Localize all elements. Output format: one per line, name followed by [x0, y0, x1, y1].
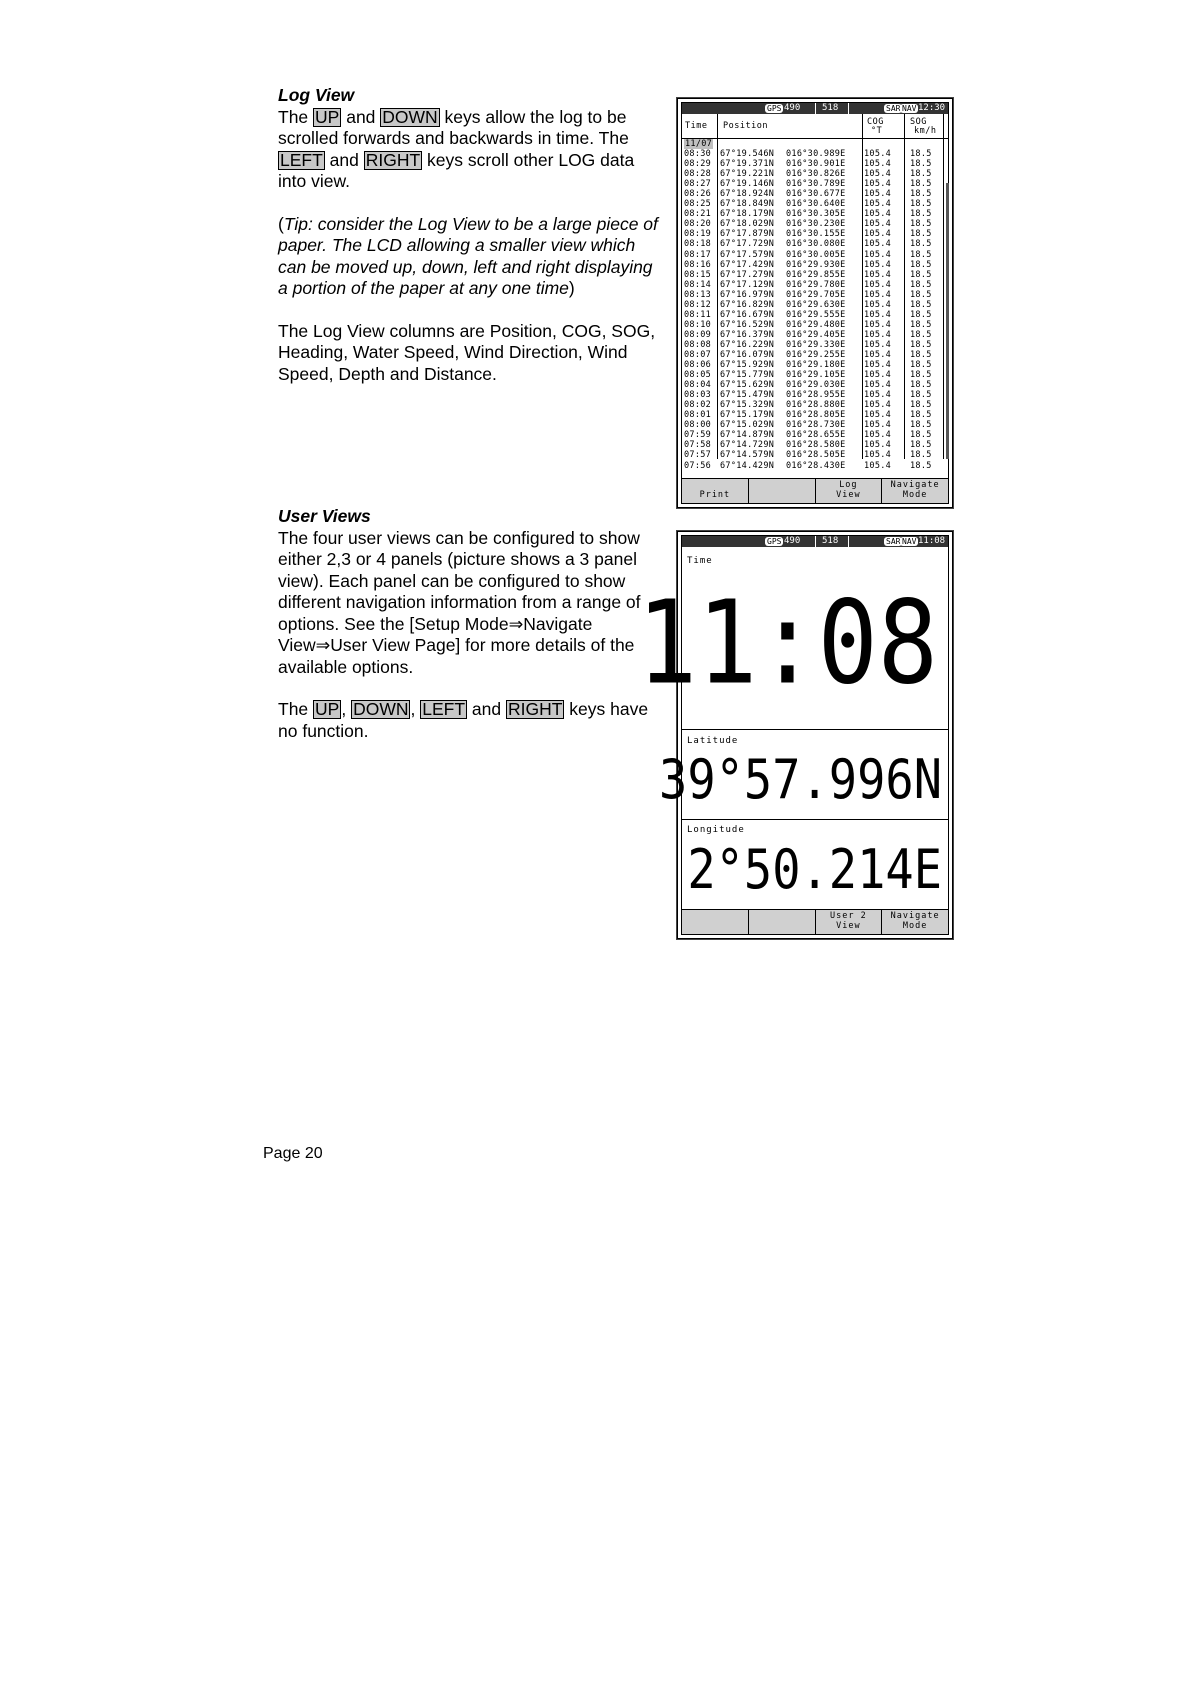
log-cell-cog: 105.4	[864, 410, 892, 421]
log-cell-longitude: 016°30.789E	[786, 179, 846, 190]
log-cell-sog: 18.5	[910, 259, 932, 270]
log-cell-time: 07:57	[684, 450, 712, 461]
log-cell-longitude: 016°29.855E	[786, 269, 846, 280]
log-cell-longitude: 016°30.677E	[786, 189, 846, 200]
log-cell-longitude: 016°28.430E	[786, 460, 846, 471]
log-cell-latitude: 67°18.924N	[720, 189, 775, 200]
log-cell-cog: 105.4	[864, 420, 892, 431]
log-row	[682, 360, 948, 370]
log-row	[682, 410, 948, 420]
column-header-position: Position	[723, 121, 768, 131]
log-cell-latitude: 67°17.429N	[720, 259, 775, 270]
log-cell-cog: 105.4	[864, 229, 892, 240]
log-cell-cog: 105.4	[864, 159, 892, 170]
sar-indicator: SAR	[886, 537, 901, 546]
log-cell-cog: 105.4	[864, 430, 892, 441]
user-views-section	[278, 506, 658, 742]
up-key: UP	[315, 699, 340, 719]
column-header-time: Time	[685, 121, 708, 131]
status-value-2: 518	[822, 536, 839, 546]
log-cell-sog: 18.5	[910, 279, 932, 290]
log-cell-latitude: 67°19.146N	[720, 179, 775, 190]
log-cell-longitude: 016°28.580E	[786, 440, 846, 451]
log-cell-time: 08:10	[684, 319, 712, 330]
column-header-sog: SOG	[910, 117, 927, 127]
log-cell-latitude: 67°18.849N	[720, 199, 775, 210]
log-table-header	[682, 114, 948, 139]
log-cell-cog: 105.4	[864, 289, 892, 300]
log-cell-cog: 105.4	[864, 319, 892, 330]
softkey-navigate-mode[interactable]: Navigate Mode	[881, 479, 948, 503]
date-badge: 11/07	[685, 139, 713, 149]
log-cell-cog: 105.4	[864, 249, 892, 260]
down-key: DOWN	[382, 106, 438, 127]
log-cell-latitude: 67°19.546N	[720, 149, 775, 160]
log-cell-sog: 18.5	[910, 360, 932, 371]
softkey-bar	[682, 909, 948, 934]
log-cell-longitude: 016°30.080E	[786, 239, 846, 250]
log-cell-sog: 18.5	[910, 319, 932, 330]
log-cell-cog: 105.4	[864, 239, 892, 250]
log-cell-cog: 105.4	[864, 169, 892, 180]
log-row	[682, 320, 948, 330]
softkey-print[interactable]: Print	[699, 489, 731, 500]
log-cell-sog: 18.5	[910, 349, 932, 360]
log-view-section	[278, 85, 658, 385]
log-row	[682, 400, 948, 410]
log-view-tip: (Tip: consider the Log View to be a large piece of paper. The LCD allowing a smaller view which can be moved up, down, left and right displaying a portion of the paper at any one time)	[278, 213, 658, 298]
log-cell-time: 07:59	[684, 430, 712, 441]
log-cell-time: 08:04	[684, 380, 712, 391]
log-cell-sog: 18.5	[910, 460, 932, 471]
log-cell-longitude: 016°28.655E	[786, 430, 846, 441]
time-panel-label: Time	[687, 556, 713, 566]
log-cell-longitude: 016°29.180E	[786, 360, 846, 371]
log-cell-longitude: 016°28.955E	[786, 390, 846, 401]
user-views-keys-paragraph: The UP , DOWN , LEFT and RIGHT keys have no function.	[278, 699, 649, 741]
log-cell-latitude: 67°14.579N	[720, 450, 775, 461]
log-cell-latitude: 67°16.379N	[720, 329, 775, 340]
log-view-columns-paragraph: The Log View columns are Position, COG, SOG, Heading, Water Speed, Wind Direction, Wind Speed, Depth and Distance.	[278, 320, 656, 384]
log-cell-longitude: 016°28.880E	[786, 400, 846, 411]
log-cell-longitude: 016°29.105E	[786, 370, 846, 381]
log-cell-longitude: 016°29.705E	[786, 289, 846, 300]
log-cell-cog: 105.4	[864, 370, 892, 381]
log-row	[682, 189, 948, 199]
log-row	[682, 229, 948, 239]
log-cell-longitude: 016°29.480E	[786, 319, 846, 330]
right-key: RIGHT	[365, 149, 421, 170]
log-cell-cog: 105.4	[864, 460, 892, 471]
log-cell-latitude: 67°17.879N	[720, 229, 775, 240]
log-cell-sog: 18.5	[910, 390, 932, 401]
log-cell-longitude: 016°29.930E	[786, 259, 846, 270]
log-cell-sog: 18.5	[910, 159, 932, 170]
log-cell-time: 08:07	[684, 349, 712, 360]
log-row	[682, 209, 948, 219]
log-cell-sog: 18.5	[910, 400, 932, 411]
log-cell-time: 08:30	[684, 149, 712, 160]
log-cell-cog: 105.4	[864, 219, 892, 230]
latitude-panel-value: 39°57.996N	[659, 748, 942, 812]
log-cell-sog: 18.5	[910, 339, 932, 350]
log-cell-latitude: 67°14.879N	[720, 430, 775, 441]
log-cell-cog: 105.4	[864, 329, 892, 340]
log-row	[682, 420, 948, 430]
log-cell-cog: 105.4	[864, 309, 892, 320]
log-row	[682, 290, 948, 300]
softkey-navigate-mode[interactable]: Navigate Mode	[881, 910, 948, 934]
log-cell-time: 08:03	[684, 390, 712, 401]
log-cell-latitude: 67°17.279N	[720, 269, 775, 280]
log-row	[682, 330, 948, 340]
log-cell-latitude: 67°15.779N	[720, 370, 775, 381]
up-key: UP	[315, 106, 340, 127]
log-cell-sog: 18.5	[910, 189, 932, 200]
status-bar	[682, 536, 948, 547]
gps-indicator: GPS	[767, 537, 782, 546]
latitude-panel-label: Latitude	[687, 736, 739, 746]
log-cell-longitude: 016°28.730E	[786, 420, 846, 431]
log-cell-sog: 18.5	[910, 209, 932, 220]
softkey-user-2-view[interactable]: User 2 View	[815, 910, 882, 934]
log-cell-sog: 18.5	[910, 309, 932, 320]
log-row	[682, 340, 948, 350]
log-view-screen	[677, 98, 953, 508]
log-cell-latitude: 67°15.479N	[720, 390, 775, 401]
log-cell-latitude: 67°16.679N	[720, 309, 775, 320]
log-cell-longitude: 016°30.230E	[786, 219, 846, 230]
log-cell-latitude: 67°15.329N	[720, 400, 775, 411]
log-cell-latitude: 67°15.929N	[720, 360, 775, 371]
log-row	[682, 260, 948, 270]
log-cell-time: 08:13	[684, 289, 712, 300]
log-cell-time: 08:15	[684, 269, 712, 280]
log-cell-sog: 18.5	[910, 179, 932, 190]
log-cell-longitude: 016°29.780E	[786, 279, 846, 290]
log-row	[682, 250, 948, 260]
log-row	[682, 280, 948, 290]
log-cell-sog: 18.5	[910, 239, 932, 250]
log-row	[682, 219, 948, 229]
log-cell-longitude: 016°30.901E	[786, 159, 846, 170]
log-cell-time: 08:25	[684, 199, 712, 210]
log-cell-time: 08:21	[684, 209, 712, 220]
longitude-panel-label: Longitude	[687, 825, 745, 835]
log-cell-longitude: 016°29.405E	[786, 329, 846, 340]
log-cell-latitude: 67°16.229N	[720, 339, 775, 350]
log-cell-longitude: 016°30.305E	[786, 209, 846, 220]
log-cell-latitude: 67°18.029N	[720, 219, 775, 230]
softkey-blank[interactable]	[748, 479, 815, 503]
log-cell-latitude: 67°16.079N	[720, 349, 775, 360]
status-value-1: 490	[784, 103, 801, 113]
log-cell-sog: 18.5	[910, 299, 932, 310]
nav-indicator: NAV	[902, 537, 917, 546]
down-key: DOWN	[353, 699, 409, 719]
log-view-paragraph: The UP and DOWN keys allow the log to be scrolled forwards and backwards in time. The LEFT and RIGHT keys scroll other LOG data into view.	[278, 106, 635, 191]
log-cell-cog: 105.4	[864, 189, 892, 200]
log-cell-latitude: 67°19.221N	[720, 169, 775, 180]
status-clock: 11:08	[918, 536, 946, 546]
log-cell-sog: 18.5	[910, 440, 932, 451]
log-cell-time: 08:02	[684, 400, 712, 411]
softkey-bar	[682, 478, 948, 503]
log-cell-cog: 105.4	[864, 380, 892, 391]
log-cell-time: 08:06	[684, 360, 712, 371]
log-cell-latitude: 67°17.129N	[720, 279, 775, 290]
log-cell-longitude: 016°29.030E	[786, 380, 846, 391]
log-cell-time: 08:27	[684, 179, 712, 190]
log-cell-cog: 105.4	[864, 269, 892, 280]
log-cell-longitude: 016°30.826E	[786, 169, 846, 180]
log-cell-latitude: 67°16.979N	[720, 289, 775, 300]
right-key: RIGHT	[507, 699, 563, 719]
log-row	[682, 270, 948, 280]
log-cell-time: 08:17	[684, 249, 712, 260]
log-cell-longitude: 016°29.630E	[786, 299, 846, 310]
log-row	[682, 440, 948, 450]
log-row	[682, 159, 948, 169]
log-cell-time: 08:20	[684, 219, 712, 230]
log-cell-sog: 18.5	[910, 269, 932, 280]
log-view-heading: Log View	[278, 85, 355, 105]
log-row	[682, 169, 948, 179]
log-cell-cog: 105.4	[864, 179, 892, 190]
status-clock: 12:30	[918, 103, 946, 113]
sar-indicator: SAR	[886, 104, 901, 113]
log-row	[682, 199, 948, 209]
log-cell-latitude: 67°14.729N	[720, 440, 775, 451]
log-cell-sog: 18.5	[910, 289, 932, 300]
log-cell-time: 08:12	[684, 299, 712, 310]
time-panel-value: 11:08	[636, 575, 938, 711]
log-cell-time: 08:18	[684, 239, 712, 250]
log-cell-longitude: 016°29.255E	[786, 349, 846, 360]
log-cell-latitude: 67°19.371N	[720, 159, 775, 170]
log-cell-longitude: 016°30.640E	[786, 199, 846, 210]
gps-indicator: GPS	[767, 104, 782, 113]
log-row	[682, 380, 948, 390]
log-cell-latitude: 67°17.579N	[720, 249, 775, 260]
log-cell-cog: 105.4	[864, 349, 892, 360]
log-cell-latitude: 67°15.629N	[720, 380, 775, 391]
softkey-log-view[interactable]: Log View	[815, 479, 882, 503]
softkey-blank-1[interactable]	[682, 910, 748, 934]
log-cell-time: 08:05	[684, 370, 712, 381]
log-row	[682, 149, 948, 159]
log-row	[682, 430, 948, 440]
log-table-body	[682, 139, 948, 471]
log-cell-longitude: 016°29.555E	[786, 309, 846, 320]
log-cell-longitude: 016°29.330E	[786, 339, 846, 350]
user-view-screen	[636, 531, 953, 939]
log-row	[682, 350, 948, 360]
log-cell-latitude: 67°15.179N	[720, 410, 775, 421]
log-row	[682, 300, 948, 310]
log-cell-time: 08:28	[684, 169, 712, 180]
log-cell-sog: 18.5	[910, 149, 932, 160]
user-views-heading: User Views	[278, 506, 371, 526]
log-cell-cog: 105.4	[864, 400, 892, 411]
log-cell-latitude: 67°17.729N	[720, 239, 775, 250]
log-cell-sog: 18.5	[910, 420, 932, 431]
log-cell-sog: 18.5	[910, 450, 932, 461]
log-row	[682, 179, 948, 189]
log-cell-cog: 105.4	[864, 299, 892, 310]
log-cell-sog: 18.5	[910, 249, 932, 260]
page-number: Page 20	[263, 1145, 323, 1162]
log-cell-time: 07:58	[684, 440, 712, 451]
log-cell-latitude: 67°14.429N	[720, 460, 775, 471]
log-cell-cog: 105.4	[864, 450, 892, 461]
log-cell-latitude: 67°18.179N	[720, 209, 775, 220]
nav-indicator: NAV	[902, 104, 917, 113]
log-cell-longitude: 016°28.805E	[786, 410, 846, 421]
log-cell-time: 08:01	[684, 410, 712, 421]
user-views-paragraph: The four user views can be configured to show either 2,3 or 4 panels (picture shows a 3 panel view). Each panel can be configured to show different navigation information from a range of options. See the [Setup Mode⇒Navigate View⇒User View Page] for more details of the available options.	[278, 527, 641, 677]
column-header-sog-unit: km/h	[914, 126, 937, 136]
log-cell-cog: 105.4	[864, 339, 892, 350]
log-cell-sog: 18.5	[910, 169, 932, 180]
log-cell-sog: 18.5	[910, 410, 932, 421]
log-cell-sog: 18.5	[910, 380, 932, 391]
log-cell-sog: 18.5	[910, 199, 932, 210]
log-cell-time: 08:26	[684, 189, 712, 200]
log-cell-latitude: 67°16.829N	[720, 299, 775, 310]
log-cell-latitude: 67°16.529N	[720, 319, 775, 330]
log-cell-sog: 18.5	[910, 219, 932, 230]
status-value-1: 490	[784, 536, 801, 546]
log-cell-time: 08:11	[684, 309, 712, 320]
log-cell-longitude: 016°30.989E	[786, 149, 846, 160]
log-cell-longitude: 016°30.005E	[786, 249, 846, 260]
log-row	[682, 310, 948, 320]
log-cell-sog: 18.5	[910, 229, 932, 240]
column-header-cog-unit: °T	[871, 126, 883, 136]
log-cell-cog: 105.4	[864, 259, 892, 270]
log-cell-cog: 105.4	[864, 360, 892, 371]
column-header-cog: COG	[867, 117, 884, 127]
log-cell-longitude: 016°30.155E	[786, 229, 846, 240]
log-cell-time: 08:00	[684, 420, 712, 431]
status-value-2: 518	[822, 103, 839, 113]
longitude-panel-value: 2°50.214E	[687, 838, 942, 902]
log-row	[682, 461, 948, 471]
log-cell-cog: 105.4	[864, 390, 892, 401]
log-cell-sog: 18.5	[910, 370, 932, 381]
log-cell-sog: 18.5	[910, 329, 932, 340]
log-cell-time: 07:56	[684, 460, 712, 471]
left-key: LEFT	[280, 149, 323, 170]
left-key: LEFT	[422, 699, 466, 719]
log-row	[682, 390, 948, 400]
log-cell-cog: 105.4	[864, 279, 892, 290]
log-cell-cog: 105.4	[864, 209, 892, 220]
log-cell-longitude: 016°28.505E	[786, 450, 846, 461]
log-cell-time: 08:09	[684, 329, 712, 340]
log-cell-cog: 105.4	[864, 199, 892, 210]
log-cell-time: 08:29	[684, 159, 712, 170]
log-cell-cog: 105.4	[864, 149, 892, 160]
status-bar	[682, 103, 948, 114]
log-row	[682, 239, 948, 249]
log-cell-time: 08:16	[684, 259, 712, 270]
log-cell-time: 08:14	[684, 279, 712, 290]
log-row	[682, 450, 948, 460]
log-cell-cog: 105.4	[864, 440, 892, 451]
log-cell-sog: 18.5	[910, 430, 932, 441]
softkey-blank-2[interactable]	[748, 910, 815, 934]
log-cell-time: 08:19	[684, 229, 712, 240]
log-row	[682, 370, 948, 380]
log-cell-latitude: 67°15.029N	[720, 420, 775, 431]
log-cell-time: 08:08	[684, 339, 712, 350]
log-date-row	[682, 139, 948, 149]
